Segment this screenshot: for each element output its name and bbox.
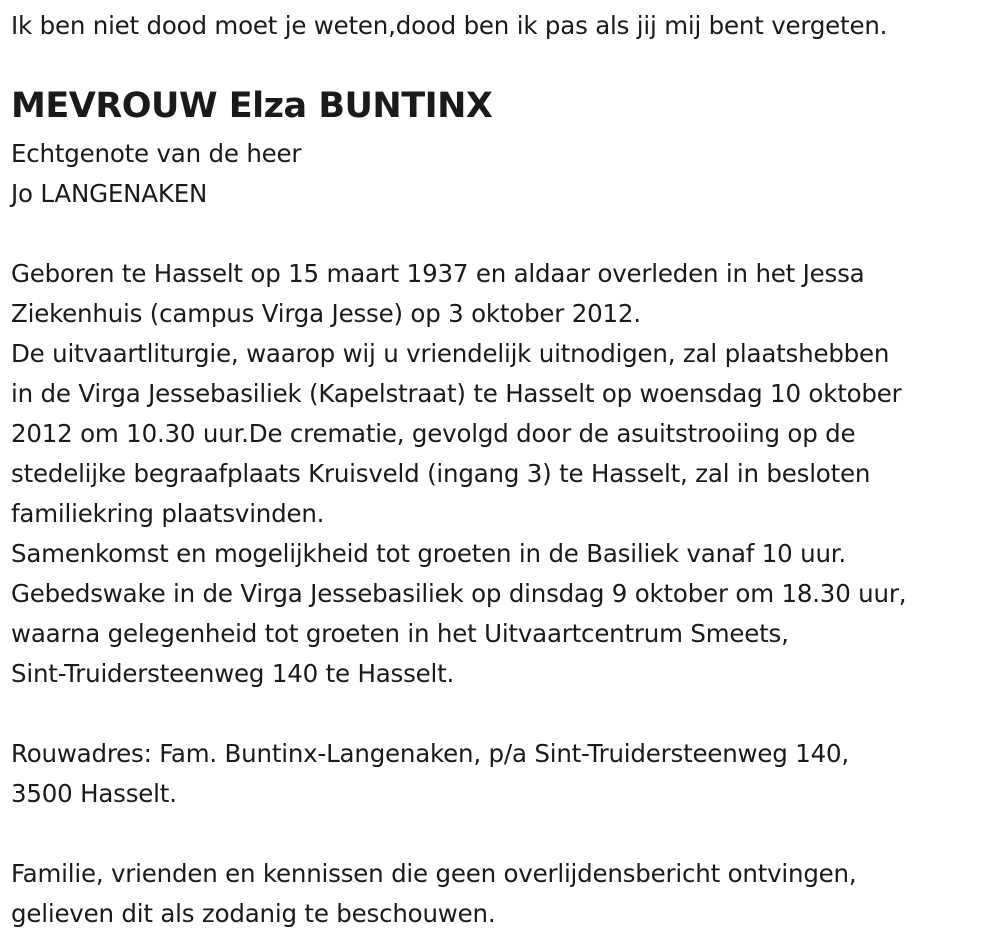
body-line: Sint-Truidersteenweg 140 te Hasselt. (11, 659, 455, 688)
motto-quote: Ik ben niet dood moet je weten,dood ben ik pas als jij mij bent vergeten. (11, 11, 888, 40)
mourning-address (11, 734, 849, 814)
deceased-name: MEVROUW Elza BUNTINX (11, 86, 493, 126)
closing-line: Familie, vrienden en kennissen die geen overlijdensbericht ontvingen, (11, 859, 857, 888)
closing-line: gelieven dit als zodanig te beschouwen. (11, 899, 496, 928)
address-line: 3500 Hasselt. (11, 779, 177, 808)
address-line: Rouwadres: Fam. Buntinx-Langenaken, p/a Sint-Truidersteenweg 140, (11, 739, 849, 768)
body-line: Samenkomst en mogelijkheid tot groeten in de Basiliek vanaf 10 uur. (11, 539, 847, 568)
closing-note (11, 854, 856, 934)
body-line: waarna gelegenheid tot groeten in het Uitvaartcentrum Smeets, (11, 619, 789, 648)
spouse-block (11, 134, 301, 214)
body-line: in de Virga Jessebasiliek (Kapelstraat) te Hasselt op woensdag 10 oktober (11, 379, 902, 408)
body-line: Gebedswake in de Virga Jessebasiliek op dinsdag 9 oktober om 18.30 uur, (11, 579, 907, 608)
funeral-details (11, 254, 906, 694)
spouse-intro: Echtgenote van de heer (11, 139, 302, 168)
body-line: familiekring plaatsvinden. (11, 499, 325, 528)
body-line: Geboren te Hasselt op 15 maart 1937 en aldaar overleden in het Jessa (11, 259, 865, 288)
body-line: De uitvaartliturgie, waarop wij u vriendelijk uitnodigen, zal plaatshebben (11, 339, 890, 368)
body-line: Ziekenhuis (campus Virga Jesse) op 3 oktober 2012. (11, 299, 641, 328)
body-line: stedelijke begraafplaats Kruisveld (ingang 3) te Hasselt, zal in besloten (11, 459, 871, 488)
spouse-name: Jo LANGENAKEN (11, 179, 208, 208)
body-line: 2012 om 10.30 uur.De crematie, gevolgd door de asuitstrooiing op de (11, 419, 856, 448)
